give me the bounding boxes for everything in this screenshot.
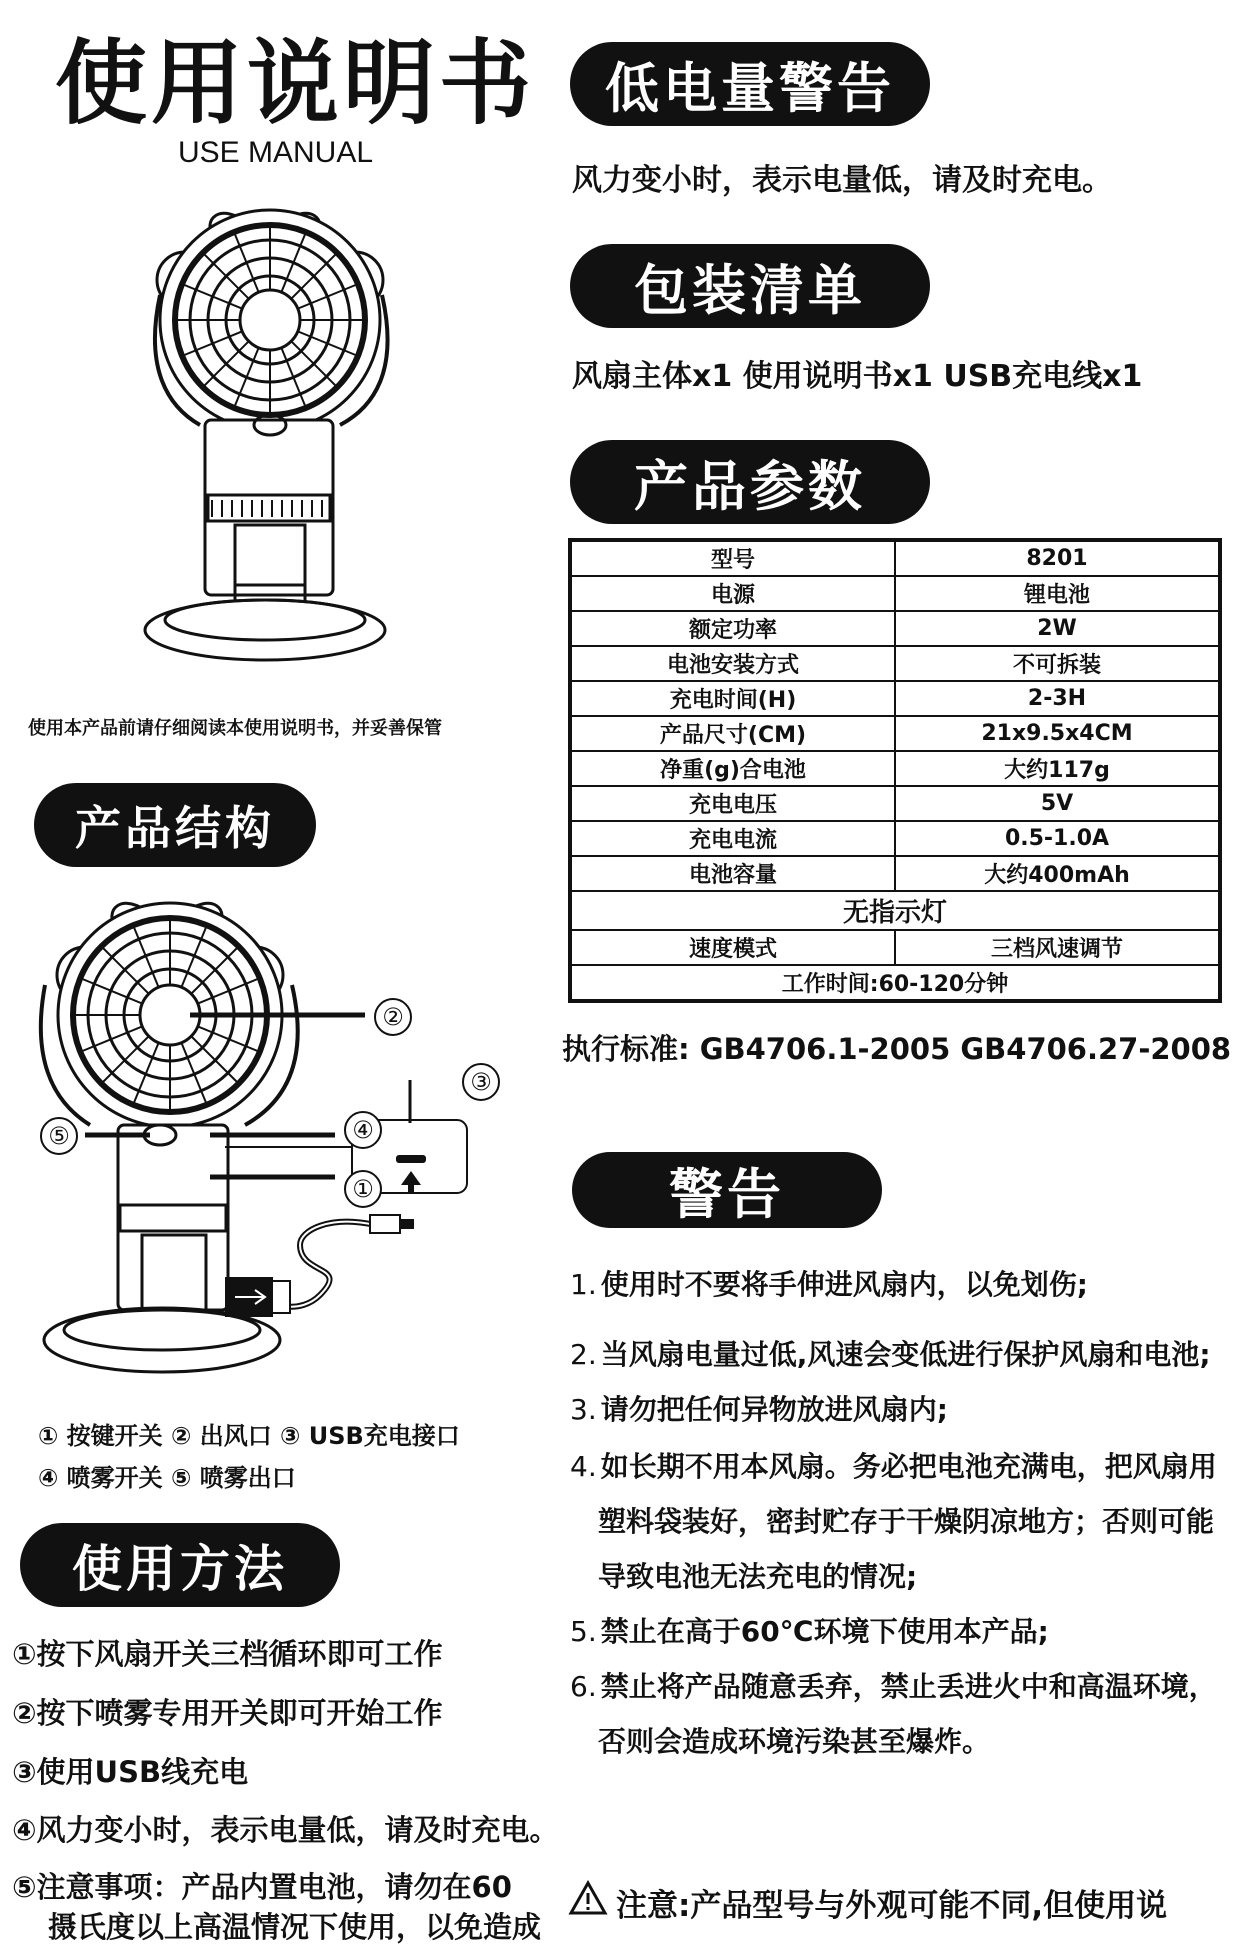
warning-item-2: 2. 当风扇电量过低,风速会变低进行保护风扇和电池; — [570, 1338, 1211, 1371]
page-title: 使用说明书 — [55, 30, 536, 137]
param-value: 大约117g — [895, 751, 1220, 786]
low-battery-heading: 低电量警告 — [570, 42, 930, 126]
callout-5: ⑤ — [40, 1117, 78, 1155]
param-value: 三档风速调节 — [895, 930, 1220, 965]
param-label: 额定功率 — [570, 611, 895, 646]
usage-item-2: ②按下喷雾专用开关即可开始工作 — [12, 1696, 443, 1730]
param-label: 净重(g)合电池 — [570, 751, 895, 786]
table-row — [570, 681, 1220, 716]
usage-item-3: ③使用USB线充电 — [12, 1755, 249, 1789]
param-label: 产品尺寸(CM) — [570, 716, 895, 751]
warning-item-6: 6. 禁止将产品随意丢弃，禁止丢进火中和高温环境， — [570, 1670, 1217, 1703]
usage-item-1: ①按下风扇开关三档循环即可工作 — [12, 1637, 443, 1671]
usage-item-4: ④风力变小时，表示电量低，请及时充电。 — [12, 1813, 559, 1847]
usage-item-5: ⑤注意事项：产品内置电池，请勿在60 — [12, 1870, 512, 1904]
table-row — [570, 646, 1220, 681]
callout-4: ④ — [344, 1111, 382, 1149]
table-row — [570, 611, 1220, 646]
fan-structure-diagram — [30, 885, 550, 1395]
table-row — [570, 540, 1220, 576]
table-row — [570, 856, 1220, 891]
table-row — [570, 930, 1220, 965]
param-label: 充电时间(H) — [570, 681, 895, 716]
fan-illustration-top — [140, 195, 410, 665]
usage-item-5-cont: 摄氏度以上高温情况下使用，以免造成 — [48, 1910, 542, 1944]
warning-item-5: 5. 禁止在高于60℃环境下使用本产品; — [570, 1615, 1049, 1648]
param-value: 8201 — [895, 540, 1220, 576]
param-label: 电池容量 — [570, 856, 895, 891]
param-value: 21x9.5x4CM — [895, 716, 1220, 751]
table-row — [570, 576, 1220, 611]
preface-note: 使用本产品前请仔细阅读本使用说明书，并妥善保管 — [28, 718, 442, 739]
param-value: 0.5-1.0A — [895, 821, 1220, 856]
packing-heading: 包装清单 — [570, 244, 930, 328]
table-row — [570, 821, 1220, 856]
warning-triangle-icon — [568, 1880, 608, 1916]
param-label: 型号 — [570, 540, 895, 576]
warning-item-4-line-3: 导致电池无法充电的情况; — [598, 1560, 918, 1593]
warning-item-4-line-2: 塑料袋装好，密封贮存于干燥阴凉地方；否则可能 — [598, 1505, 1215, 1538]
warning-item-3: 3. 请勿把任何异物放进风扇内; — [570, 1393, 948, 1426]
callout-1: ① — [344, 1170, 382, 1208]
param-label: 电源 — [570, 576, 895, 611]
standard-text: 执行标准: GB4706.1-2005 GB4706.27-2008 — [562, 1032, 1232, 1066]
warning-item-1: 1. 使用时不要将手伸进风扇内，以免划伤; — [570, 1268, 1088, 1301]
usage-heading: 使用方法 — [20, 1523, 340, 1607]
structure-heading: 产品结构 — [34, 783, 316, 867]
params-heading: 产品参数 — [570, 440, 930, 524]
notice-text: 注意:产品型号与外观可能不同,但使用说 — [616, 1888, 1168, 1924]
warning-item-4: 4. 如长期不用本风扇。务必把电池充满电，把风扇用 — [570, 1450, 1217, 1483]
callout-2: ② — [374, 998, 412, 1036]
param-label: 充电电流 — [570, 821, 895, 856]
param-value: 2W — [895, 611, 1220, 646]
structure-legend-line-2: ④ 喷雾开关 ⑤ 喷雾出口 — [38, 1464, 296, 1492]
page-subtitle: USE MANUAL — [178, 136, 374, 169]
low-battery-text: 风力变小时，表示电量低，请及时充电。 — [572, 163, 1112, 198]
param-value: 不可拆装 — [895, 646, 1220, 681]
param-label: 速度模式 — [570, 930, 895, 965]
table-row — [570, 891, 1220, 930]
warnings-heading: 警告 — [572, 1152, 882, 1228]
warning-item-6-line-2: 否则会造成环境污染甚至爆炸。 — [598, 1725, 991, 1758]
param-value: 5V — [895, 786, 1220, 821]
structure-legend-line-1: ① 按键开关 ② 出风口 ③ USB充电接口 — [38, 1422, 460, 1450]
table-row — [570, 965, 1220, 1001]
packing-text: 风扇主体x1 使用说明书x1 USB充电线x1 — [572, 359, 1143, 394]
table-row — [570, 716, 1220, 751]
table-row — [570, 751, 1220, 786]
param-value: 大约400mAh — [895, 856, 1220, 891]
params-table — [568, 538, 1222, 1003]
work-time-row: 工作时间:60-120分钟 — [570, 965, 1220, 1001]
callout-3: ③ — [462, 1063, 500, 1101]
table-row — [570, 786, 1220, 821]
param-label: 电池安装方式 — [570, 646, 895, 681]
param-label: 充电电压 — [570, 786, 895, 821]
indicator-row: 无指示灯 — [570, 891, 1220, 930]
param-value: 2-3H — [895, 681, 1220, 716]
param-value: 锂电池 — [895, 576, 1220, 611]
